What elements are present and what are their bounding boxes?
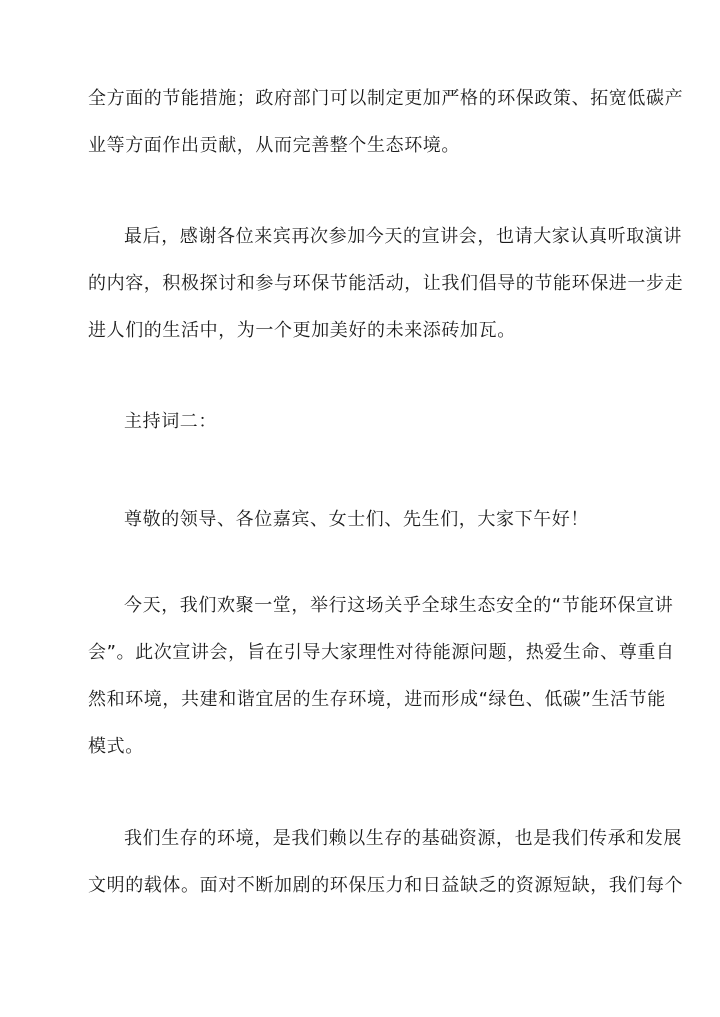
text-line: 主持词二： [124,411,217,432]
text-line: 最后，感谢各位来宾再次参加今天的宣讲会，也请大家认真听取演讲 [124,226,682,247]
text-line: 我们生存的环境，是我们赖以生存的基础资源，也是我们传承和发展 [124,828,682,849]
paragraph-introduction [88,582,675,770]
text-line: 模式。 [88,736,144,757]
text-line: 尊敬的领导、各位嘉宾、女士们、先生们，大家下午好！ [124,509,589,530]
paragraph-environment [88,815,684,909]
text-line: 会”。此次宣讲会，旨在引导大家理性对待能源问题，热爱生命、尊重自 [88,642,675,663]
text-line: 今天，我们欢聚一堂，举行这场关乎全球生态安全的“节能环保宣讲 [124,595,674,616]
text-line: 全方面的节能措施；政府部门可以制定更加严格的环保政策、拓宽低碳产 [88,88,684,109]
text-line: 然和环境，共建和谐宜居的生存环境，进而形成“绿色、低碳”生活节能 [88,689,666,710]
text-line: 进人们的生活中，为一个更加美好的未来添砖加瓦。 [88,320,516,341]
text-line: 文明的载体。面对不断加剧的环保压力和日益缺乏的资源短缺，我们每个 [88,875,684,896]
paragraph-closing-thanks [88,213,684,354]
paragraph-greeting [88,496,636,543]
section-heading [88,398,636,445]
paragraph-continuation [88,75,684,169]
text-line: 的内容，积极探讨和参与环保节能活动，让我们倡导的节能环保进一步走 [88,273,684,294]
text-line: 业等方面作出贡献，从而完善整个生态环境。 [88,135,460,156]
